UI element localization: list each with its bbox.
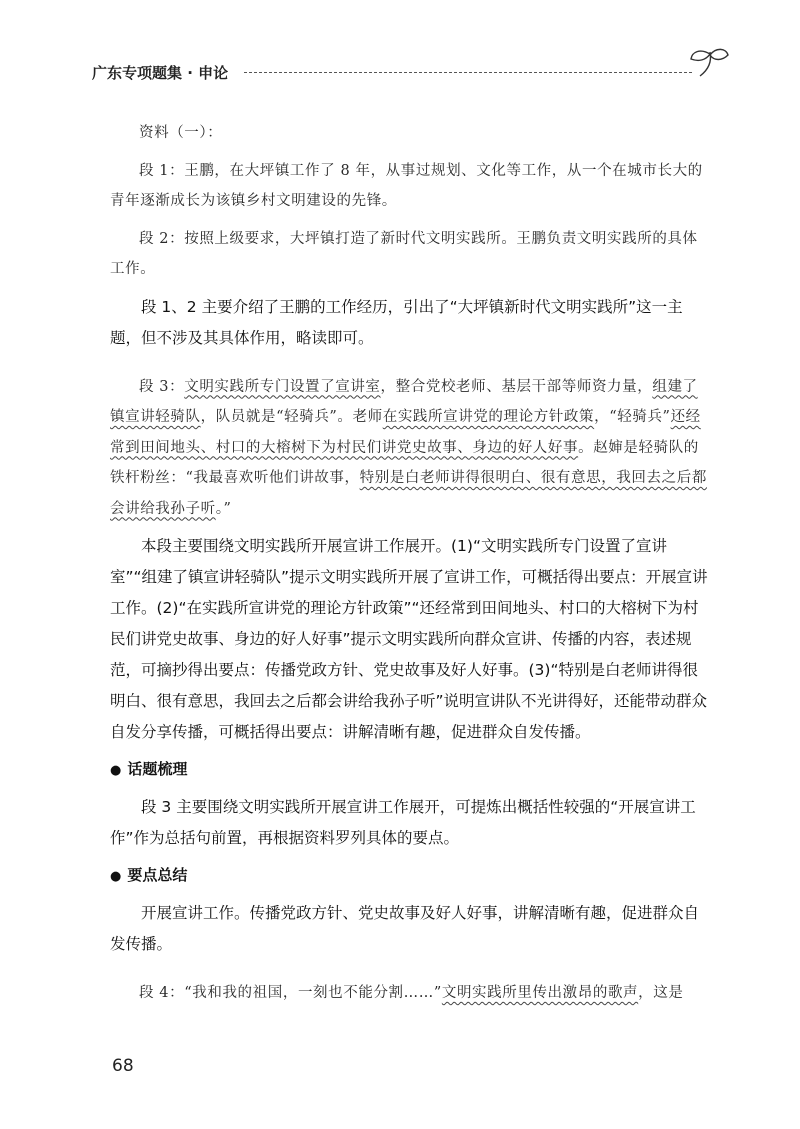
header-title: 广东专项题集 · 申论 xyxy=(92,64,229,82)
material-paragraph-2: 段 2：按照上级要求，大坪镇打造了新时代文明实践所。王鹏负责文明实践所的具体工作。 xyxy=(110,230,698,277)
analysis-paragraph-1: 段 1、2 主要介绍了王鹏的工作经历，引出了“大坪镇新时代文明实践所”这一主题，但不涉及其具体作用，略读即可。 xyxy=(110,297,683,347)
para3-underlined-phrase: 还经常到田间地头、村口的大榕树下为村民们讲党史故事、身边的好人好事 xyxy=(110,409,701,456)
para3-underlined-phrase: 文明实践所专门设置了宣讲室 xyxy=(184,378,381,395)
sprout-icon xyxy=(686,46,732,86)
para3-text: 。” xyxy=(215,500,232,517)
para3-underlined-phrase: 在实践所宣讲党的理论方针政策 xyxy=(382,409,595,425)
para3-underlined-phrase: 组建了镇宣讲轻骑队 xyxy=(110,378,698,425)
para3-text: ，队员就是“轻骑兵”。老师 xyxy=(200,409,383,425)
page-number: 68 xyxy=(112,1056,134,1076)
topic-text: 段 3 主要围绕文明实践所开展宣讲工作展开，可提炼出概括性较强的“开展宣讲工作”作为总括句前置，再根据资料罗列具体的要点。 xyxy=(110,798,696,847)
analysis-paragraph-2: 本段主要围绕文明实践所开展宣讲工作展开。(1)“文明实践所专门设置了宣讲室”“组建了镇宣讲轻骑队”提示文明实践所开展了宣讲工作，可概括得出要点：开展宣讲工作。(2)“在实践所宣讲党的理论方针政策”“还经常到田间地头、村口的大榕树下为村民们讲党史故事、身边的好人好事”提示文明实践所向群众宣讲、传播的内容，表述规范，可摘抄得出要点：传播党政方针、党史故事及好人好事。(3)“特别是白老师讲得很明白、很有意思，我回去之后都会讲给我孙子听”说明宣讲队不光讲得好，还能带动群众自发分享传播，可概括得出要点：讲解清晰有趣，促进群众自发传播。 xyxy=(110,537,708,741)
summary-label: 要点总结 xyxy=(127,866,188,884)
para3-text: 段 3： xyxy=(139,378,185,395)
material-heading: 资料（一）： xyxy=(139,125,223,141)
para4-text: ，这是 xyxy=(638,985,684,1001)
page-content xyxy=(110,118,710,1016)
para3-text: ，整合党校老师、基层干部等师资力量， xyxy=(380,378,653,395)
topic-heading xyxy=(110,754,710,786)
summary-text: 开展宣讲工作。传播党政方针、党史故事及好人好事，讲解清晰有趣，促进群众自发传播。 xyxy=(110,904,700,953)
material-paragraph-4 xyxy=(110,978,710,1009)
topic-label: 话题梳理 xyxy=(127,760,188,778)
material-paragraph-1: 段 1：王鹏，在大坪镇工作了 8 年，从事过规划、文化等工作，从一个在城市长大的青年逐渐成长为该镇乡村文明建设的先锋。 xyxy=(110,162,703,209)
para3-underlined-phrase: 特别是白老师讲得很明白、很有意思，我回去之后都会讲给我孙子听 xyxy=(110,470,707,517)
summary-heading xyxy=(110,860,710,892)
para3-text: ，“轻骑兵” xyxy=(594,409,671,425)
para3-text: 。赵婶是轻骑队的铁杆粉丝：“我最喜欢听他们讲故事， xyxy=(110,439,699,486)
para4-text: 段 4：“我和我的祖国，一刻也不能分割……” xyxy=(139,985,442,1001)
material-paragraph-3 xyxy=(110,372,710,525)
header-rule xyxy=(244,72,692,73)
bullet-dot-icon: ● xyxy=(110,869,122,884)
running-header xyxy=(92,58,732,88)
bullet-dot-icon: ● xyxy=(110,763,122,778)
para4-underlined-phrase: 文明实践所里传出激昂的歌声 xyxy=(441,985,639,1001)
